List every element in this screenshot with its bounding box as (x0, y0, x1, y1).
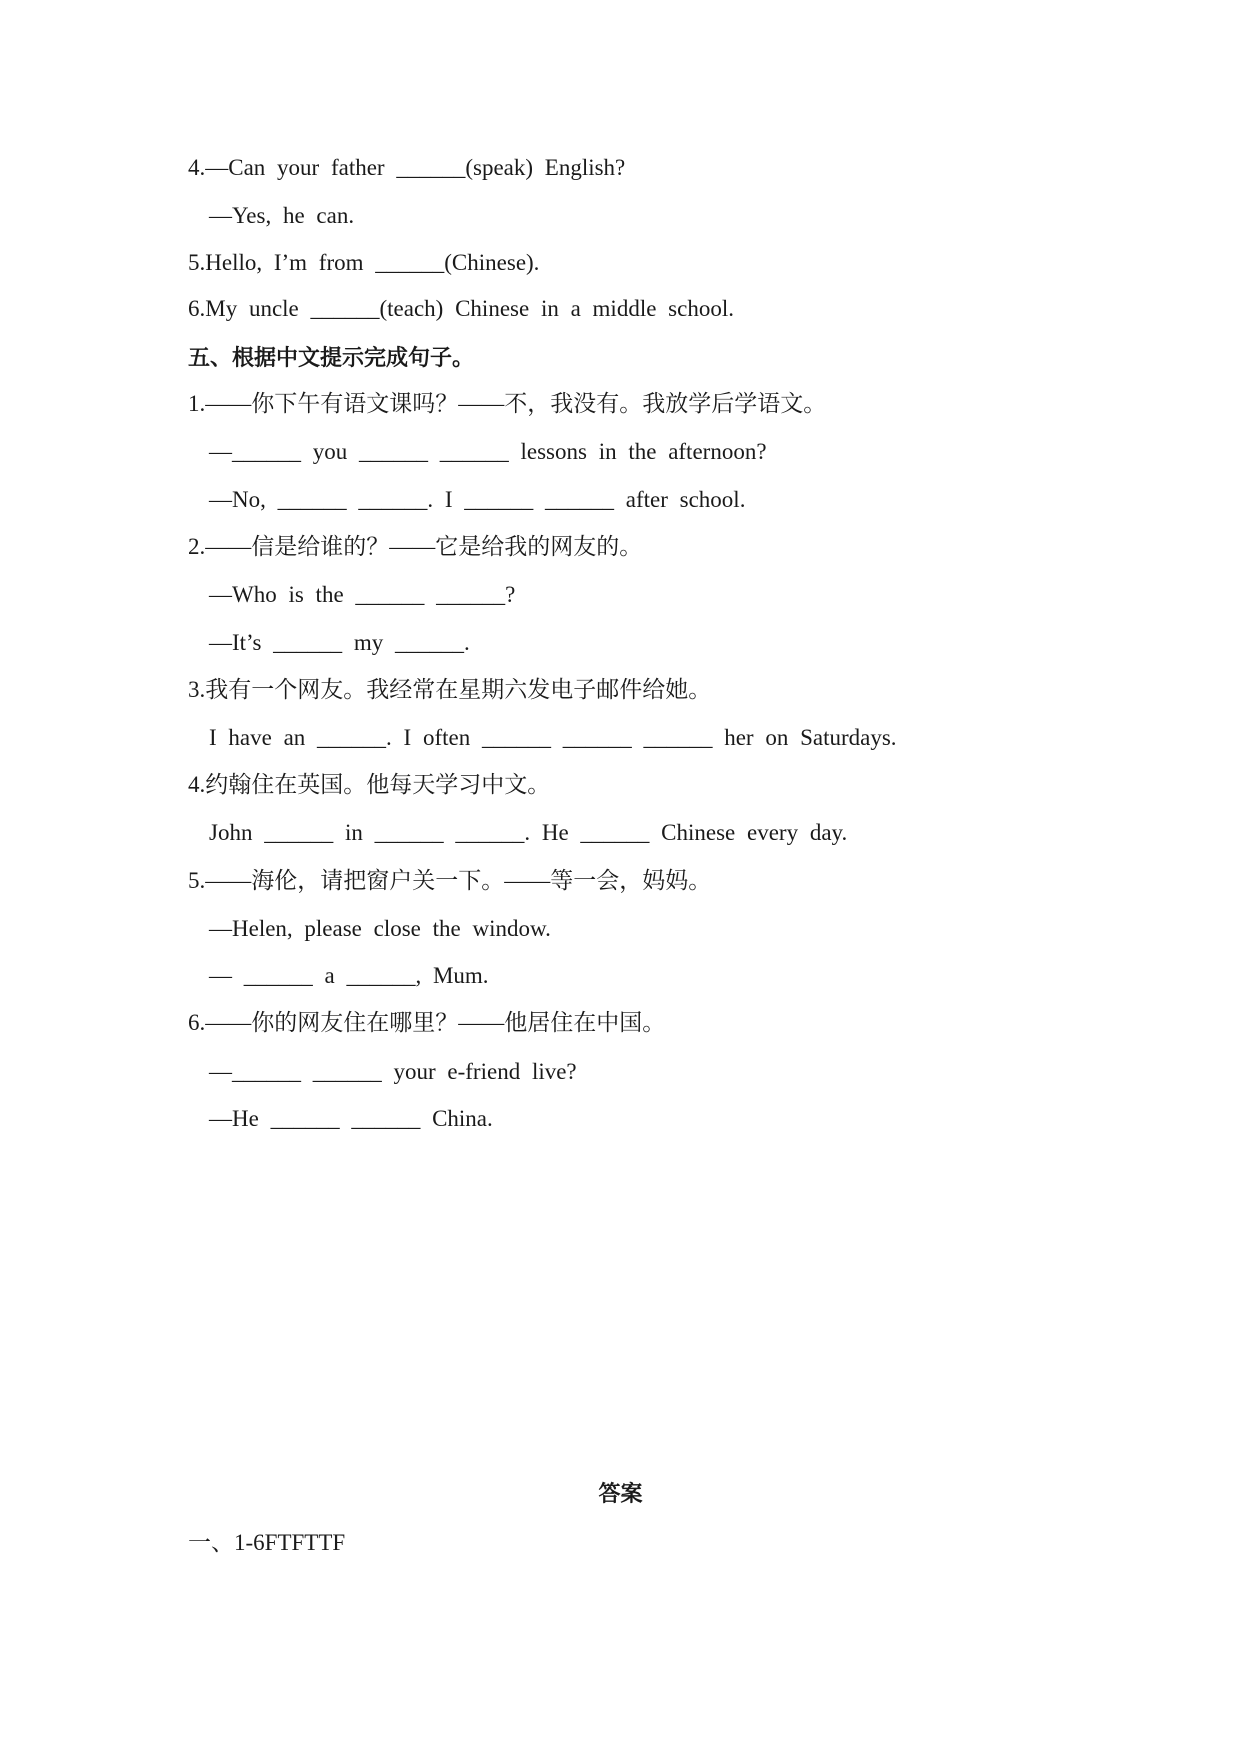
item-prompt: 2.——信是给谁的？——它是给我的网友的。 (188, 534, 643, 559)
item-prompt: 4.约翰住在英国。他每天学习中文。 (188, 772, 551, 797)
fill-in-line: — ______ a ______, Mum. (209, 963, 489, 988)
fill-in-line: —______ ______ your e-friend live? (209, 1059, 577, 1084)
answer-line: —Yes, he can. (209, 203, 355, 228)
answers-title: 答案 (598, 1482, 643, 1507)
fill-in-line: —He ______ ______ China. (209, 1106, 493, 1131)
fill-in-line: John ______ in ______ ______. He ______ Chinese every day. (209, 820, 848, 845)
item-prompt: 6.——你的网友住在哪里？——他居住在中国。 (188, 1010, 666, 1035)
fill-in-line: —It’s ______ my ______. (209, 630, 470, 655)
fill-in-line: I have an ______. I often ______ ______ ______ her on Saturdays. (209, 725, 897, 750)
item-prompt: 3.我有一个网友。我经常在星期六发电子邮件给她。 (188, 677, 712, 702)
section-heading: 五、根据中文提示完成句子。 (188, 346, 475, 371)
answer-item: 一、1-6FTFTTF (188, 1530, 346, 1555)
question-line: 5.Hello, I’m from ______(Chinese). (188, 250, 540, 275)
fill-in-line: —Who is the ______ ______? (209, 582, 516, 607)
item-prompt: 5.——海伦，请把窗户关一下。——等一会，妈妈。 (188, 868, 712, 893)
question-line: 4.—Can your father ______(speak) English? (188, 155, 626, 180)
fill-in-line: —No, ______ ______. I ______ ______ after school. (209, 487, 746, 512)
item-prompt: 1.——你下午有语文课吗？——不，我没有。我放学后学语文。 (188, 391, 827, 416)
question-line: 6.My uncle ______(teach) Chinese in a middle school. (188, 296, 734, 321)
fill-in-line: —______ you ______ ______ lessons in the afternoon? (209, 439, 767, 464)
fill-in-line: —Helen, please close the window. (209, 916, 551, 941)
